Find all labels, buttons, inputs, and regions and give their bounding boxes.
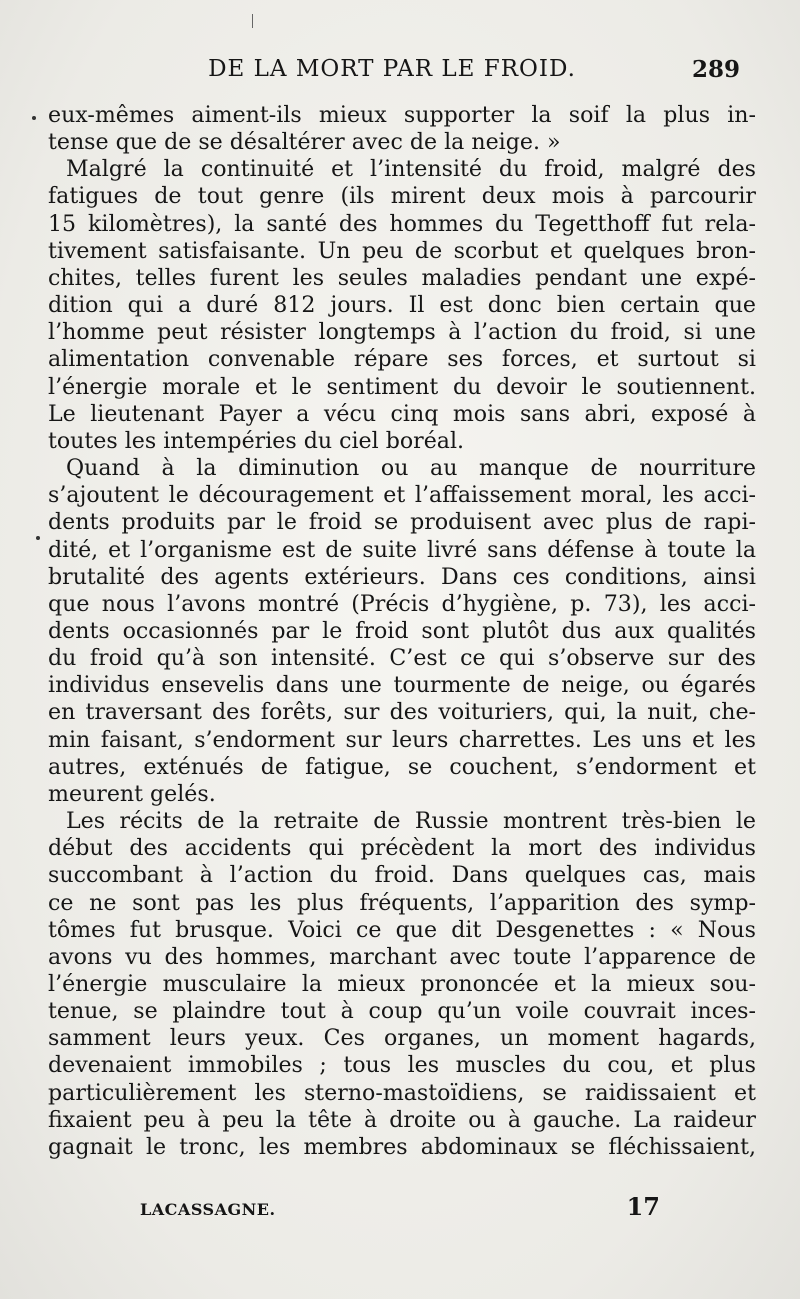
text-line: ce ne sont pas les plus fréquents, l’apparition des symp-	[48, 889, 756, 916]
text-line: tense que de se désaltérer avec de la neige. »	[48, 129, 561, 156]
paragraph-first-line: Quand à la diminution ou au manque de nourriture	[66, 455, 756, 482]
text-line: particulièrement les sterno-mastoïdiens, se raidissaient et	[48, 1079, 756, 1106]
text-line: brutalité des agents extérieurs. Dans ces conditions, ainsi	[48, 563, 756, 590]
paragraph-first-line: Les récits de la retraite de Russie montrent très-bien le	[66, 808, 756, 835]
text-line: 15 kilomètres), la santé des hommes du Tegetthoff fut rela-	[48, 210, 756, 237]
text-line: tômes fut brusque. Voici ce que dit Desgenettes : « Nous	[48, 916, 756, 943]
text-line: succombant à l’action du froid. Dans quelques cas, mais	[48, 862, 756, 889]
text-line: alimentation convenable répare ses forces, et surtout si	[48, 346, 756, 373]
text-line: toutes les intempéries du ciel boréal.	[48, 427, 465, 454]
page-number: 289	[691, 56, 740, 83]
body-text	[48, 102, 756, 1161]
text-line: l’énergie musculaire la mieux prononcée et la mieux sou-	[48, 971, 756, 997]
printer-signature: LACASSAGNE.	[140, 1200, 276, 1219]
text-line: tivement satisfaisante. Un peu de scorbut et quelques bron-	[48, 237, 756, 264]
text-line: en traversant des forêts, sur des voituriers, qui, la nuit, che-	[48, 699, 756, 726]
running-title: DE LA MORT PAR LE FROID.	[208, 56, 576, 82]
page-header	[44, 56, 740, 90]
text-line: du froid qu’à son intensité. C’est ce qui s’observe sur des	[48, 645, 756, 672]
text-line: autres, exténués de fatigue, se couchent, s’endorment et	[48, 753, 756, 780]
text-line: que nous l’avons montré (Précis d’hygiène, p. 73), les acci-	[48, 590, 756, 617]
text-line: dents produits par le froid se produisent avec plus de rapi-	[48, 509, 756, 536]
margin-speck	[36, 536, 40, 540]
page-footer	[140, 1192, 660, 1226]
text-line: tenue, se plaindre tout à coup qu’un voile couvrait inces-	[48, 998, 756, 1025]
text-line: avons vu des hommes, marchant avec toute l’apparence de	[48, 943, 756, 970]
text-line: dité, et l’organisme est de suite livré sans défense à toute la	[48, 536, 756, 563]
text-line: min faisant, s’endorment sur leurs charrettes. Les uns et les	[48, 726, 756, 753]
text-line: eux-mêmes aiment-ils mieux supporter la soif la plus in-	[48, 102, 756, 128]
text-line: chites, telles furent les seules maladies pendant une expé-	[48, 264, 756, 291]
text-line: Le lieutenant Payer a vécu cinq mois sans abri, exposé à	[48, 400, 756, 427]
text-line: début des accidents qui précèdent la mort des individus	[48, 835, 756, 862]
text-line: dition qui a duré 812 jours. Il est donc bien certain que	[48, 292, 756, 319]
text-line: l’homme peut résister longtemps à l’action du froid, si une	[48, 319, 756, 346]
text-line: samment leurs yeux. Ces organes, un moment hagards,	[48, 1025, 756, 1052]
text-line: fatigues de tout genre (ils mirent deux mois à parcourir	[48, 183, 756, 210]
text-line: dents occasionnés par le froid sont plutôt dus aux qualités	[48, 617, 756, 644]
text-line: meurent gelés.	[48, 780, 216, 807]
text-line: s’ajoutent le découragement et l’affaissement moral, les acci-	[48, 482, 756, 509]
text-line: gagnait le tronc, les membres abdominaux se fléchissaient,	[48, 1133, 756, 1160]
text-line: individus ensevelis dans une tourmente de neige, ou égarés	[48, 672, 756, 699]
text-line: l’énergie morale et le sentiment du devoir le soutiennent.	[48, 373, 756, 400]
text-line: fixaient peu à peu la tête à droite ou à gauche. La raideur	[48, 1106, 756, 1133]
margin-speck	[32, 116, 36, 120]
text-line: devenaient immobiles ; tous les muscles du cou, et plus	[48, 1052, 756, 1079]
paragraph-first-line: Malgré la continuité et l’intensité du froid, malgré des	[66, 156, 756, 183]
page-edge-mark	[252, 14, 253, 28]
signature-mark: 17	[626, 1192, 660, 1221]
